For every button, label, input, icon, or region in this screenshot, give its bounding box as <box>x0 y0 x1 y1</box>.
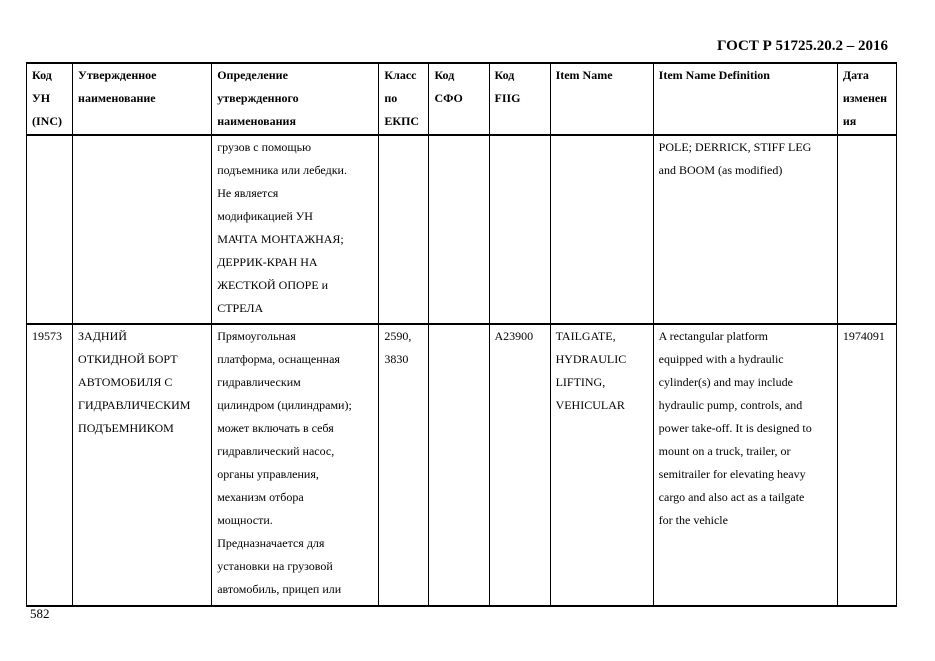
cell-approved-name: ЗАДНИЙ ОТКИДНОЙ БОРТ АВТОМОБИЛЯ С ГИДРАВЛИЧЕСКИМ ПОДЪЕМНИКОМ <box>73 324 212 606</box>
page-number: 582 <box>30 606 50 621</box>
cell-item-name: TAILGATE, HYDRAULIC LIFTING, VEHICULAR <box>550 324 653 606</box>
cell-class <box>379 135 429 324</box>
header-sfo: Код СФО <box>429 63 489 135</box>
cell-date: 1974091 <box>837 324 896 606</box>
standard-title: ГОСТ Р 51725.20.2 – 2016 <box>716 38 888 54</box>
header-class: Класс по ЕКПС <box>379 63 429 135</box>
table-row <box>27 135 897 324</box>
header-item-definition: Item Name Definition <box>653 63 837 135</box>
cell-sfo <box>429 324 489 606</box>
header-definition: Определение утвержденного наименования <box>212 63 379 135</box>
cell-fiig <box>489 135 550 324</box>
cell-class: 2590, 3830 <box>379 324 429 606</box>
cell-definition: Прямоугольная платформа, оснащенная гидравлическим цилиндром (цилиндрами); может включать в себя гидравлический насос, органы управления, механизм отбора мощности. Предназначается для установки на грузовой автомобиль, прицеп или <box>212 324 379 606</box>
cell-definition: грузов с помощью подъемника или лебедки. Не является модификацией УН МАЧТА МОНТАЖНАЯ; ДЕРРИК-КРАН НА ЖЕСТКОЙ ОПОРЕ и СТРЕЛА <box>212 135 379 324</box>
cell-approved-name <box>73 135 212 324</box>
cell-item-definition: POLE; DERRICK, STIFF LEG and BOOM (as modified) <box>653 135 837 324</box>
cell-item-name <box>550 135 653 324</box>
cell-sfo <box>429 135 489 324</box>
header-approved-name: Утвержденное наименование <box>73 63 212 135</box>
cell-item-definition: A rectangular platform equipped with a hydraulic cylinder(s) and may include hydraulic pump, controls, and power take-off. It is designed to mount on a truck, trailer, or semitrailer for elevating heavy cargo and also act as a tailgate for the vehicle <box>653 324 837 606</box>
cell-date <box>837 135 896 324</box>
cell-fiig: A23900 <box>489 324 550 606</box>
cell-inc <box>27 135 73 324</box>
header-fiig: Код FIIG <box>489 63 550 135</box>
cell-inc: 19573 <box>27 324 73 606</box>
table-row <box>27 324 897 606</box>
header-date: Дата изменен ия <box>837 63 896 135</box>
header-item-name: Item Name <box>550 63 653 135</box>
table-header-row <box>27 63 897 135</box>
catalog-table <box>26 62 897 607</box>
header-inc: Код УН (INC) <box>27 63 73 135</box>
